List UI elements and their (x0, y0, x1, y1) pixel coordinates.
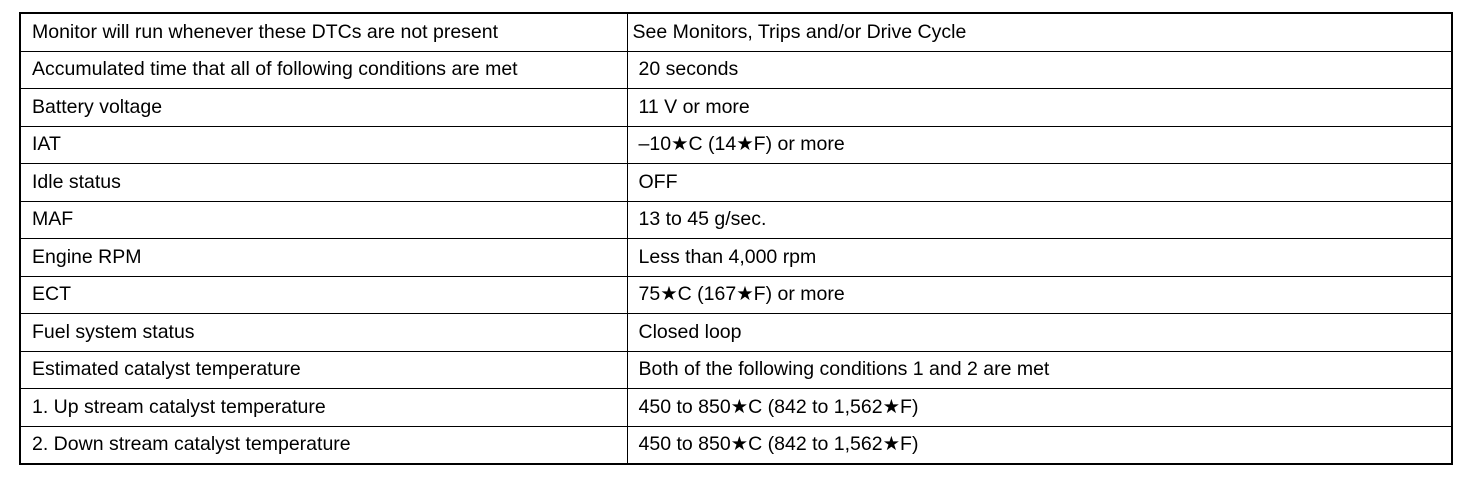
condition-value: See Monitors, Trips and/or Drive Cycle (627, 13, 1452, 51)
condition-label: Idle status (20, 164, 627, 202)
condition-value: OFF (627, 164, 1452, 202)
condition-value: Closed loop (627, 314, 1452, 352)
table-row (20, 126, 1452, 164)
table-row (20, 89, 1452, 127)
table-row (20, 314, 1452, 352)
condition-label: 2. Down stream catalyst temperature (20, 426, 627, 464)
table-row (20, 351, 1452, 389)
condition-value: 11 V or more (627, 89, 1452, 127)
condition-value: 450 to 850★C (842 to 1,562★F) (627, 426, 1452, 464)
condition-label: Monitor will run whenever these DTCs are not present (20, 13, 627, 51)
condition-label: Engine RPM (20, 239, 627, 277)
condition-label: Estimated catalyst temperature (20, 351, 627, 389)
condition-label: ECT (20, 276, 627, 314)
table-row (20, 276, 1452, 314)
condition-label: IAT (20, 126, 627, 164)
condition-label: Battery voltage (20, 89, 627, 127)
table-row (20, 13, 1452, 51)
condition-value: Less than 4,000 rpm (627, 239, 1452, 277)
condition-value: 13 to 45 g/sec. (627, 201, 1452, 239)
table-row (20, 239, 1452, 277)
condition-label: 1. Up stream catalyst temperature (20, 389, 627, 427)
condition-value: –10★C (14★F) or more (627, 126, 1452, 164)
table-row (20, 164, 1452, 202)
condition-value: 450 to 850★C (842 to 1,562★F) (627, 389, 1452, 427)
table-row (20, 51, 1452, 89)
conditions-table (19, 12, 1453, 465)
table-row (20, 389, 1452, 427)
condition-value: 20 seconds (627, 51, 1452, 89)
condition-value: Both of the following conditions 1 and 2 are met (627, 351, 1452, 389)
condition-label: Fuel system status (20, 314, 627, 352)
condition-label: Accumulated time that all of following conditions are met (20, 51, 627, 89)
table-row (20, 201, 1452, 239)
table-row (20, 426, 1452, 464)
condition-label: MAF (20, 201, 627, 239)
condition-value: 75★C (167★F) or more (627, 276, 1452, 314)
